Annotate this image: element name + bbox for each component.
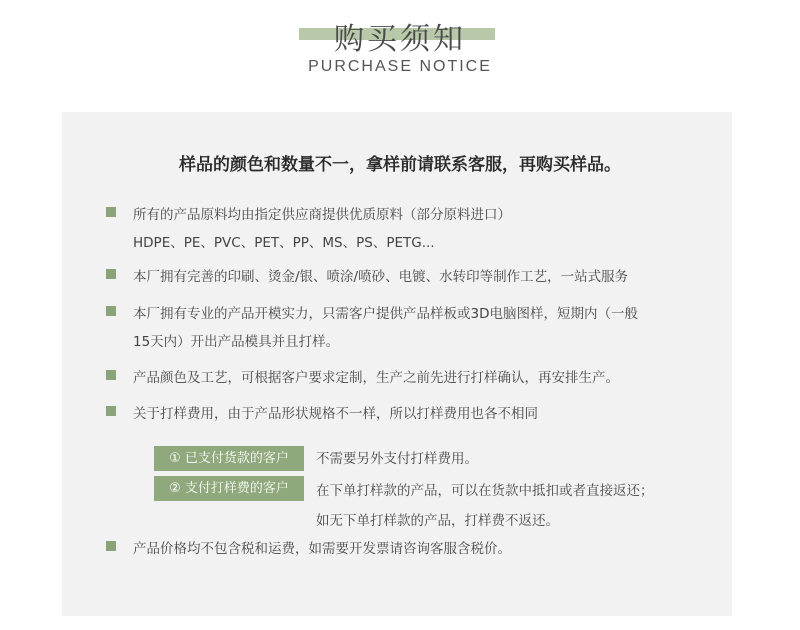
fee-description [316,476,654,536]
square-bullet-icon [106,406,116,416]
notice-line: 15天内）开出产品模具并且打样。 [133,334,340,350]
page-subtitle: PURCHASE NOTICE [308,58,492,75]
fee-description [316,444,478,474]
notice-item-text [133,263,723,291]
page-title: 购买须知 [334,22,466,57]
fee-label-badge: ② 支付打样费的客户 [154,476,304,501]
fee-line: 如无下单打样款的产品，打样费不返还。 [316,513,559,529]
square-bullet-icon [106,370,116,380]
notice-line: 本厂拥有专业的产品开模实力，只需客户提供产品样板或3D电脑图样，短期内（一般 [133,306,638,322]
square-bullet-icon [106,306,116,316]
notice-item-text [133,535,723,563]
fee-line: 不需要另外支付打样费用。 [316,451,478,467]
fee-line: 在下单打样款的产品，可以在货款中抵扣或者直接返还； [316,483,654,499]
fee-label-badge: ① 已支付货款的客户 [154,446,304,471]
notice-line: 所有的产品原料均由指定供应商提供优质原料（部分原料进口） [133,207,511,223]
notice-line: HDPE、PE、PVC、PET、PP、MS、PS、PETG... [133,235,435,251]
intro-text: 样品的颜色和数量不一，拿样前请联系客服，再购买样品。 [179,155,621,175]
notice-item-text [133,201,723,257]
square-bullet-icon [106,541,116,551]
notice-line: 关于打样费用，由于产品形状规格不一样，所以打样费用也各不相同 [133,406,538,422]
square-bullet-icon [106,269,116,279]
notice-line: 产品颜色及工艺，可根据客户要求定制，生产之前先进行打样确认，再安排生产。 [133,370,619,386]
notice-item-text [133,364,723,392]
notice-item-text [133,400,723,428]
notice-item-text [133,300,723,356]
notice-line: 本厂拥有完善的印刷、烫金/银、喷涂/喷砂、电镀、水转印等制作工艺，一站式服务 [133,269,629,285]
notice-line: 产品价格均不包含税和运费，如需要开发票请咨询客服含税价。 [133,541,511,557]
header [0,0,800,100]
square-bullet-icon [106,207,116,217]
